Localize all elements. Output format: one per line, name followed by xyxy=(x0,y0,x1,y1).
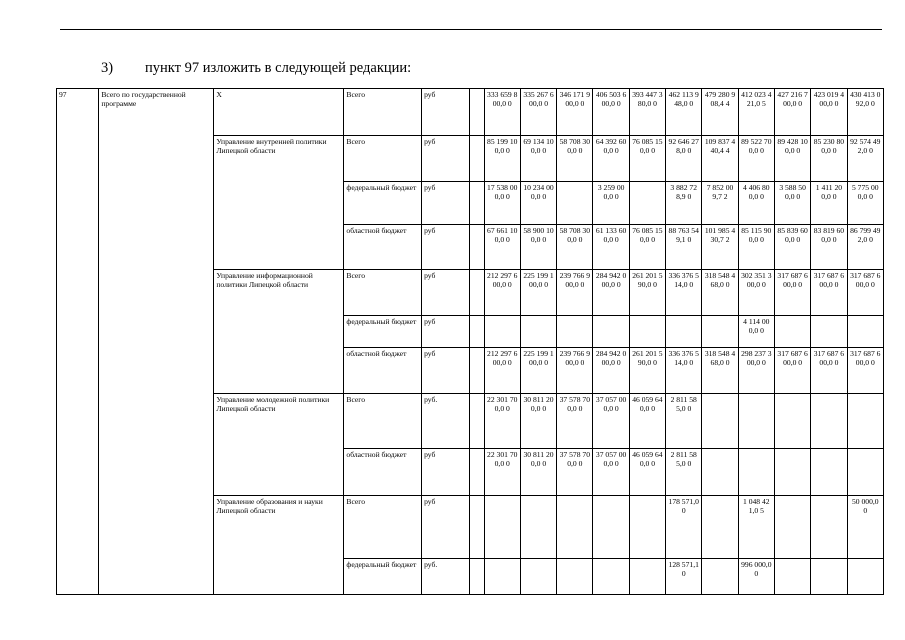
unit-cell: руб xyxy=(422,89,470,136)
value-cell: 3 259 000,0 0 xyxy=(593,182,629,225)
value-cell xyxy=(847,559,883,595)
unit-cell: руб xyxy=(422,449,470,496)
value-cell: 479 280 908,4 4 xyxy=(702,89,738,136)
value-cell: 7 852 009,7 2 xyxy=(702,182,738,225)
value-cell xyxy=(702,496,738,559)
value-cell: 225 199 100,0 0 xyxy=(520,270,556,316)
value-cell: 58 708 300,0 0 xyxy=(557,136,593,182)
value-cell: 85 230 800,0 0 xyxy=(811,136,847,182)
value-cell: 430 413 092,0 0 xyxy=(847,89,883,136)
value-cell xyxy=(520,316,556,348)
budget-table xyxy=(56,88,884,595)
blank-cell xyxy=(470,348,484,394)
value-cell: 462 113 948,0 0 xyxy=(666,89,702,136)
value-cell: 261 201 590,0 0 xyxy=(629,270,665,316)
value-cell: 2 811 585,0 0 xyxy=(666,394,702,449)
value-cell: 317 687 600,0 0 xyxy=(774,348,810,394)
value-cell: 22 301 700,0 0 xyxy=(484,449,520,496)
blank-cell xyxy=(470,496,484,559)
unit-cell: руб. xyxy=(422,559,470,595)
value-cell: 85 839 600,0 0 xyxy=(774,225,810,270)
unit-cell: руб xyxy=(422,182,470,225)
value-cell: 1 411 200,0 0 xyxy=(811,182,847,225)
value-cell: 58 708 300,0 0 xyxy=(557,225,593,270)
value-cell: 37 057 000,0 0 xyxy=(593,394,629,449)
value-cell: 212 297 600,0 0 xyxy=(484,348,520,394)
executor-cell: Управление информационной политики Липецкой области xyxy=(214,270,344,394)
value-cell: 76 085 150,0 0 xyxy=(629,225,665,270)
source-cell: Всего xyxy=(344,496,422,559)
unit-cell: руб xyxy=(422,496,470,559)
value-cell: 30 811 200,0 0 xyxy=(520,394,556,449)
value-cell: 50 000,0 0 xyxy=(847,496,883,559)
value-cell xyxy=(738,394,774,449)
value-cell xyxy=(557,559,593,595)
value-cell: 109 837 440,4 4 xyxy=(702,136,738,182)
value-cell xyxy=(811,559,847,595)
value-cell xyxy=(666,316,702,348)
value-cell xyxy=(811,449,847,496)
unit-cell: руб xyxy=(422,225,470,270)
table-row xyxy=(57,89,884,136)
value-cell: 22 301 700,0 0 xyxy=(484,394,520,449)
value-cell xyxy=(593,559,629,595)
row-number-cell: 97 xyxy=(57,89,99,595)
value-cell: 333 659 800,0 0 xyxy=(484,89,520,136)
value-cell: 4 406 800,0 0 xyxy=(738,182,774,225)
value-cell: 318 548 468,0 0 xyxy=(702,270,738,316)
blank-cell xyxy=(470,559,484,595)
value-cell: 317 687 600,0 0 xyxy=(847,270,883,316)
value-cell xyxy=(702,394,738,449)
source-cell: областной бюджет xyxy=(344,348,422,394)
amendment-heading xyxy=(101,60,411,77)
value-cell: 10 234 000,0 0 xyxy=(520,182,556,225)
value-cell: 423 019 400,0 0 xyxy=(811,89,847,136)
blank-cell xyxy=(470,394,484,449)
value-cell: 89 428 100,0 0 xyxy=(774,136,810,182)
value-cell: 317 687 600,0 0 xyxy=(811,270,847,316)
unit-cell: руб xyxy=(422,270,470,316)
source-cell: областной бюджет xyxy=(344,225,422,270)
heading-text: пункт 97 изложить в следующей редакции: xyxy=(145,60,412,76)
source-cell: Всего xyxy=(344,270,422,316)
value-cell xyxy=(593,496,629,559)
value-cell: 225 199 100,0 0 xyxy=(520,348,556,394)
blank-cell xyxy=(470,316,484,348)
value-cell: 101 985 430,7 2 xyxy=(702,225,738,270)
value-cell: 17 538 000,0 0 xyxy=(484,182,520,225)
value-cell: 261 201 590,0 0 xyxy=(629,348,665,394)
value-cell xyxy=(811,316,847,348)
source-cell: Всего xyxy=(344,89,422,136)
value-cell xyxy=(520,559,556,595)
value-cell: 5 775 000,0 0 xyxy=(847,182,883,225)
top-rule xyxy=(60,29,882,30)
unit-cell: руб xyxy=(422,136,470,182)
value-cell xyxy=(774,559,810,595)
value-cell xyxy=(629,316,665,348)
value-cell xyxy=(702,559,738,595)
source-cell: Всего xyxy=(344,394,422,449)
value-cell: 76 085 150,0 0 xyxy=(629,136,665,182)
value-cell: 212 297 600,0 0 xyxy=(484,270,520,316)
unit-cell: руб xyxy=(422,348,470,394)
blank-cell xyxy=(470,449,484,496)
value-cell: 336 376 514,0 0 xyxy=(666,270,702,316)
value-cell xyxy=(774,316,810,348)
value-cell xyxy=(557,316,593,348)
source-cell: федеральный бюджет xyxy=(344,316,422,348)
value-cell xyxy=(557,496,593,559)
value-cell: 393 447 380,0 0 xyxy=(629,89,665,136)
value-cell: 427 216 700,0 0 xyxy=(774,89,810,136)
value-cell: 92 574 492,0 0 xyxy=(847,136,883,182)
value-cell xyxy=(811,496,847,559)
value-cell: 67 661 100,0 0 xyxy=(484,225,520,270)
blank-cell xyxy=(470,270,484,316)
value-cell: 1 048 421,0 5 xyxy=(738,496,774,559)
value-cell: 85 199 100,0 0 xyxy=(484,136,520,182)
value-cell: 317 687 600,0 0 xyxy=(774,270,810,316)
value-cell: 996 000,0 0 xyxy=(738,559,774,595)
value-cell: 30 811 200,0 0 xyxy=(520,449,556,496)
value-cell: 317 687 600,0 0 xyxy=(811,348,847,394)
value-cell xyxy=(774,449,810,496)
unit-cell: руб xyxy=(422,316,470,348)
value-cell xyxy=(774,496,810,559)
value-cell xyxy=(738,449,774,496)
value-cell: 318 548 468,0 0 xyxy=(702,348,738,394)
value-cell: 239 766 900,0 0 xyxy=(557,270,593,316)
value-cell: 128 571,1 0 xyxy=(666,559,702,595)
value-cell: 58 900 100,0 0 xyxy=(520,225,556,270)
value-cell: 37 578 700,0 0 xyxy=(557,449,593,496)
value-cell: 64 392 600,0 0 xyxy=(593,136,629,182)
source-cell: федеральный бюджет xyxy=(344,182,422,225)
value-cell xyxy=(811,394,847,449)
value-cell xyxy=(629,496,665,559)
value-cell xyxy=(847,449,883,496)
blank-cell xyxy=(470,89,484,136)
value-cell: 346 171 900,0 0 xyxy=(557,89,593,136)
value-cell: 412 023 421,0 5 xyxy=(738,89,774,136)
value-cell: 46 059 640,0 0 xyxy=(629,394,665,449)
unit-cell: руб. xyxy=(422,394,470,449)
value-cell xyxy=(702,316,738,348)
value-cell: 92 646 278,0 0 xyxy=(666,136,702,182)
blank-cell xyxy=(470,136,484,182)
value-cell: 336 376 514,0 0 xyxy=(666,348,702,394)
value-cell xyxy=(629,182,665,225)
value-cell: 69 134 100,0 0 xyxy=(520,136,556,182)
value-cell: 83 819 600,0 0 xyxy=(811,225,847,270)
value-cell xyxy=(847,394,883,449)
value-cell: 88 763 549,1 0 xyxy=(666,225,702,270)
value-cell: 3 882 728,9 0 xyxy=(666,182,702,225)
value-cell: 302 351 300,0 0 xyxy=(738,270,774,316)
value-cell: 61 133 600,0 0 xyxy=(593,225,629,270)
value-cell: 46 059 640,0 0 xyxy=(629,449,665,496)
x-mark-cell: Х xyxy=(214,89,344,136)
value-cell: 37 057 000,0 0 xyxy=(593,449,629,496)
value-cell xyxy=(484,316,520,348)
source-cell: Всего xyxy=(344,136,422,182)
value-cell: 406 503 600,0 0 xyxy=(593,89,629,136)
heading-number: 3) xyxy=(101,60,114,76)
executor-cell: Управление внутренней политики Липецкой области xyxy=(214,136,344,270)
value-cell xyxy=(847,316,883,348)
value-cell: 317 687 600,0 0 xyxy=(847,348,883,394)
value-cell xyxy=(629,559,665,595)
value-cell: 239 766 900,0 0 xyxy=(557,348,593,394)
value-cell: 2 811 585,0 0 xyxy=(666,449,702,496)
value-cell xyxy=(520,496,556,559)
value-cell xyxy=(702,449,738,496)
executor-cell: Управление образования и науки Липецкой области xyxy=(214,496,344,595)
program-label-cell: Всего по государственной программе xyxy=(99,89,214,595)
value-cell xyxy=(593,316,629,348)
value-cell: 4 114 000,0 0 xyxy=(738,316,774,348)
value-cell: 284 942 000,0 0 xyxy=(593,270,629,316)
source-cell: областной бюджет xyxy=(344,449,422,496)
value-cell: 298 237 300,0 0 xyxy=(738,348,774,394)
value-cell: 37 578 700,0 0 xyxy=(557,394,593,449)
value-cell: 178 571,0 0 xyxy=(666,496,702,559)
value-cell xyxy=(484,559,520,595)
source-cell: федеральный бюджет xyxy=(344,559,422,595)
value-cell xyxy=(484,496,520,559)
value-cell xyxy=(557,182,593,225)
value-cell: 335 267 600,0 0 xyxy=(520,89,556,136)
blank-cell xyxy=(470,225,484,270)
executor-cell: Управление молодежной политики Липецкой области xyxy=(214,394,344,496)
value-cell: 86 799 492,0 0 xyxy=(847,225,883,270)
value-cell: 3 588 500,0 0 xyxy=(774,182,810,225)
value-cell xyxy=(774,394,810,449)
value-cell: 89 522 700,0 0 xyxy=(738,136,774,182)
value-cell: 284 942 000,0 0 xyxy=(593,348,629,394)
value-cell: 85 115 900,0 0 xyxy=(738,225,774,270)
blank-cell xyxy=(470,182,484,225)
